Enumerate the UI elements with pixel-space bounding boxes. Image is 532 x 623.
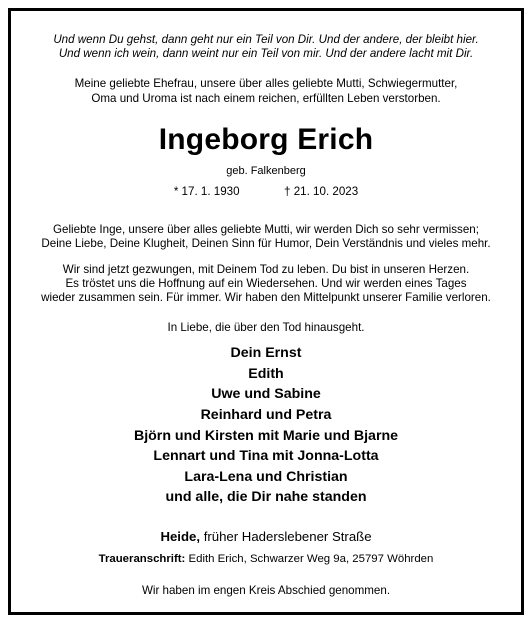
poem-line: Und wenn ich wein, dann weint nur ein Teil von mir. Und der andere lacht mit Dir. (58, 47, 474, 60)
family-member: Edith (248, 366, 284, 382)
mourning-address-value: Edith Erich, Schwarzer Weg 9a, 25797 Wöhrden (188, 553, 434, 565)
paragraph2-line: Es tröstet uns die Hoffnung auf ein Wiedersehen. Und wir werden eines Tages (65, 277, 467, 290)
intro-line: Meine geliebte Ehefrau, unsere über alles geliebte Mutti, Schwiegermutter, (74, 77, 458, 90)
mourning-address (0, 553, 532, 565)
family-member: Uwe und Sabine (211, 386, 321, 402)
poem-line: Und wenn Du gehst, dann geht nur ein Teil von Dir. Und der andere, der bleibt hier. (53, 33, 479, 46)
paragraph1-line: Deine Liebe, Deine Klugheit, Deinen Sinn für Humor, Dein Verständnis und vieles mehr. (41, 237, 491, 250)
mourning-address-label: Traueranschrift: (98, 553, 186, 565)
birth-date: * 17. 1. 1930 (173, 185, 240, 198)
closing-line: Wir haben im engen Kreis Abschied genommen. (141, 584, 391, 597)
maiden-name: geb. Falkenberg (226, 165, 306, 177)
paragraph1-line: Geliebte Inge, unsere über alles geliebte Mutti, wir werden Dich so sehr vermissen; (53, 223, 479, 236)
family-member: Björn und Kirsten mit Marie und Bjarne (133, 428, 399, 444)
family-member: Lennart und Tina mit Jonna-Lotta (153, 448, 379, 464)
paragraph2-line: wieder zusammen sein. Für immer. Wir haben den Mittelpunkt unserer Familie verloren. (41, 291, 491, 304)
death-date: † 21. 10. 2023 (284, 185, 359, 198)
residence-former: früher Haderslebener Straße (203, 529, 372, 544)
family-member: Reinhard und Petra (200, 407, 332, 423)
residence-place: Heide, (160, 529, 201, 544)
family-member: Lara-Lena und Christian (184, 469, 348, 485)
paragraph2-line: Wir sind jetzt gezwungen, mit Deinem Tod zu leben. Du bist in unseren Herzen. (62, 263, 470, 276)
deceased-name: Ingeborg Erich (158, 123, 374, 156)
intro-line: Oma und Uroma ist nach einem reichen, erfüllten Leben verstorben. (91, 92, 441, 105)
love-line: In Liebe, die über den Tod hinausgeht. (167, 321, 365, 334)
family-member: und alle, die Dir nahe standen (165, 489, 367, 505)
residence-line (0, 529, 532, 544)
life-dates (0, 185, 532, 198)
family-member: Dein Ernst (230, 345, 302, 361)
